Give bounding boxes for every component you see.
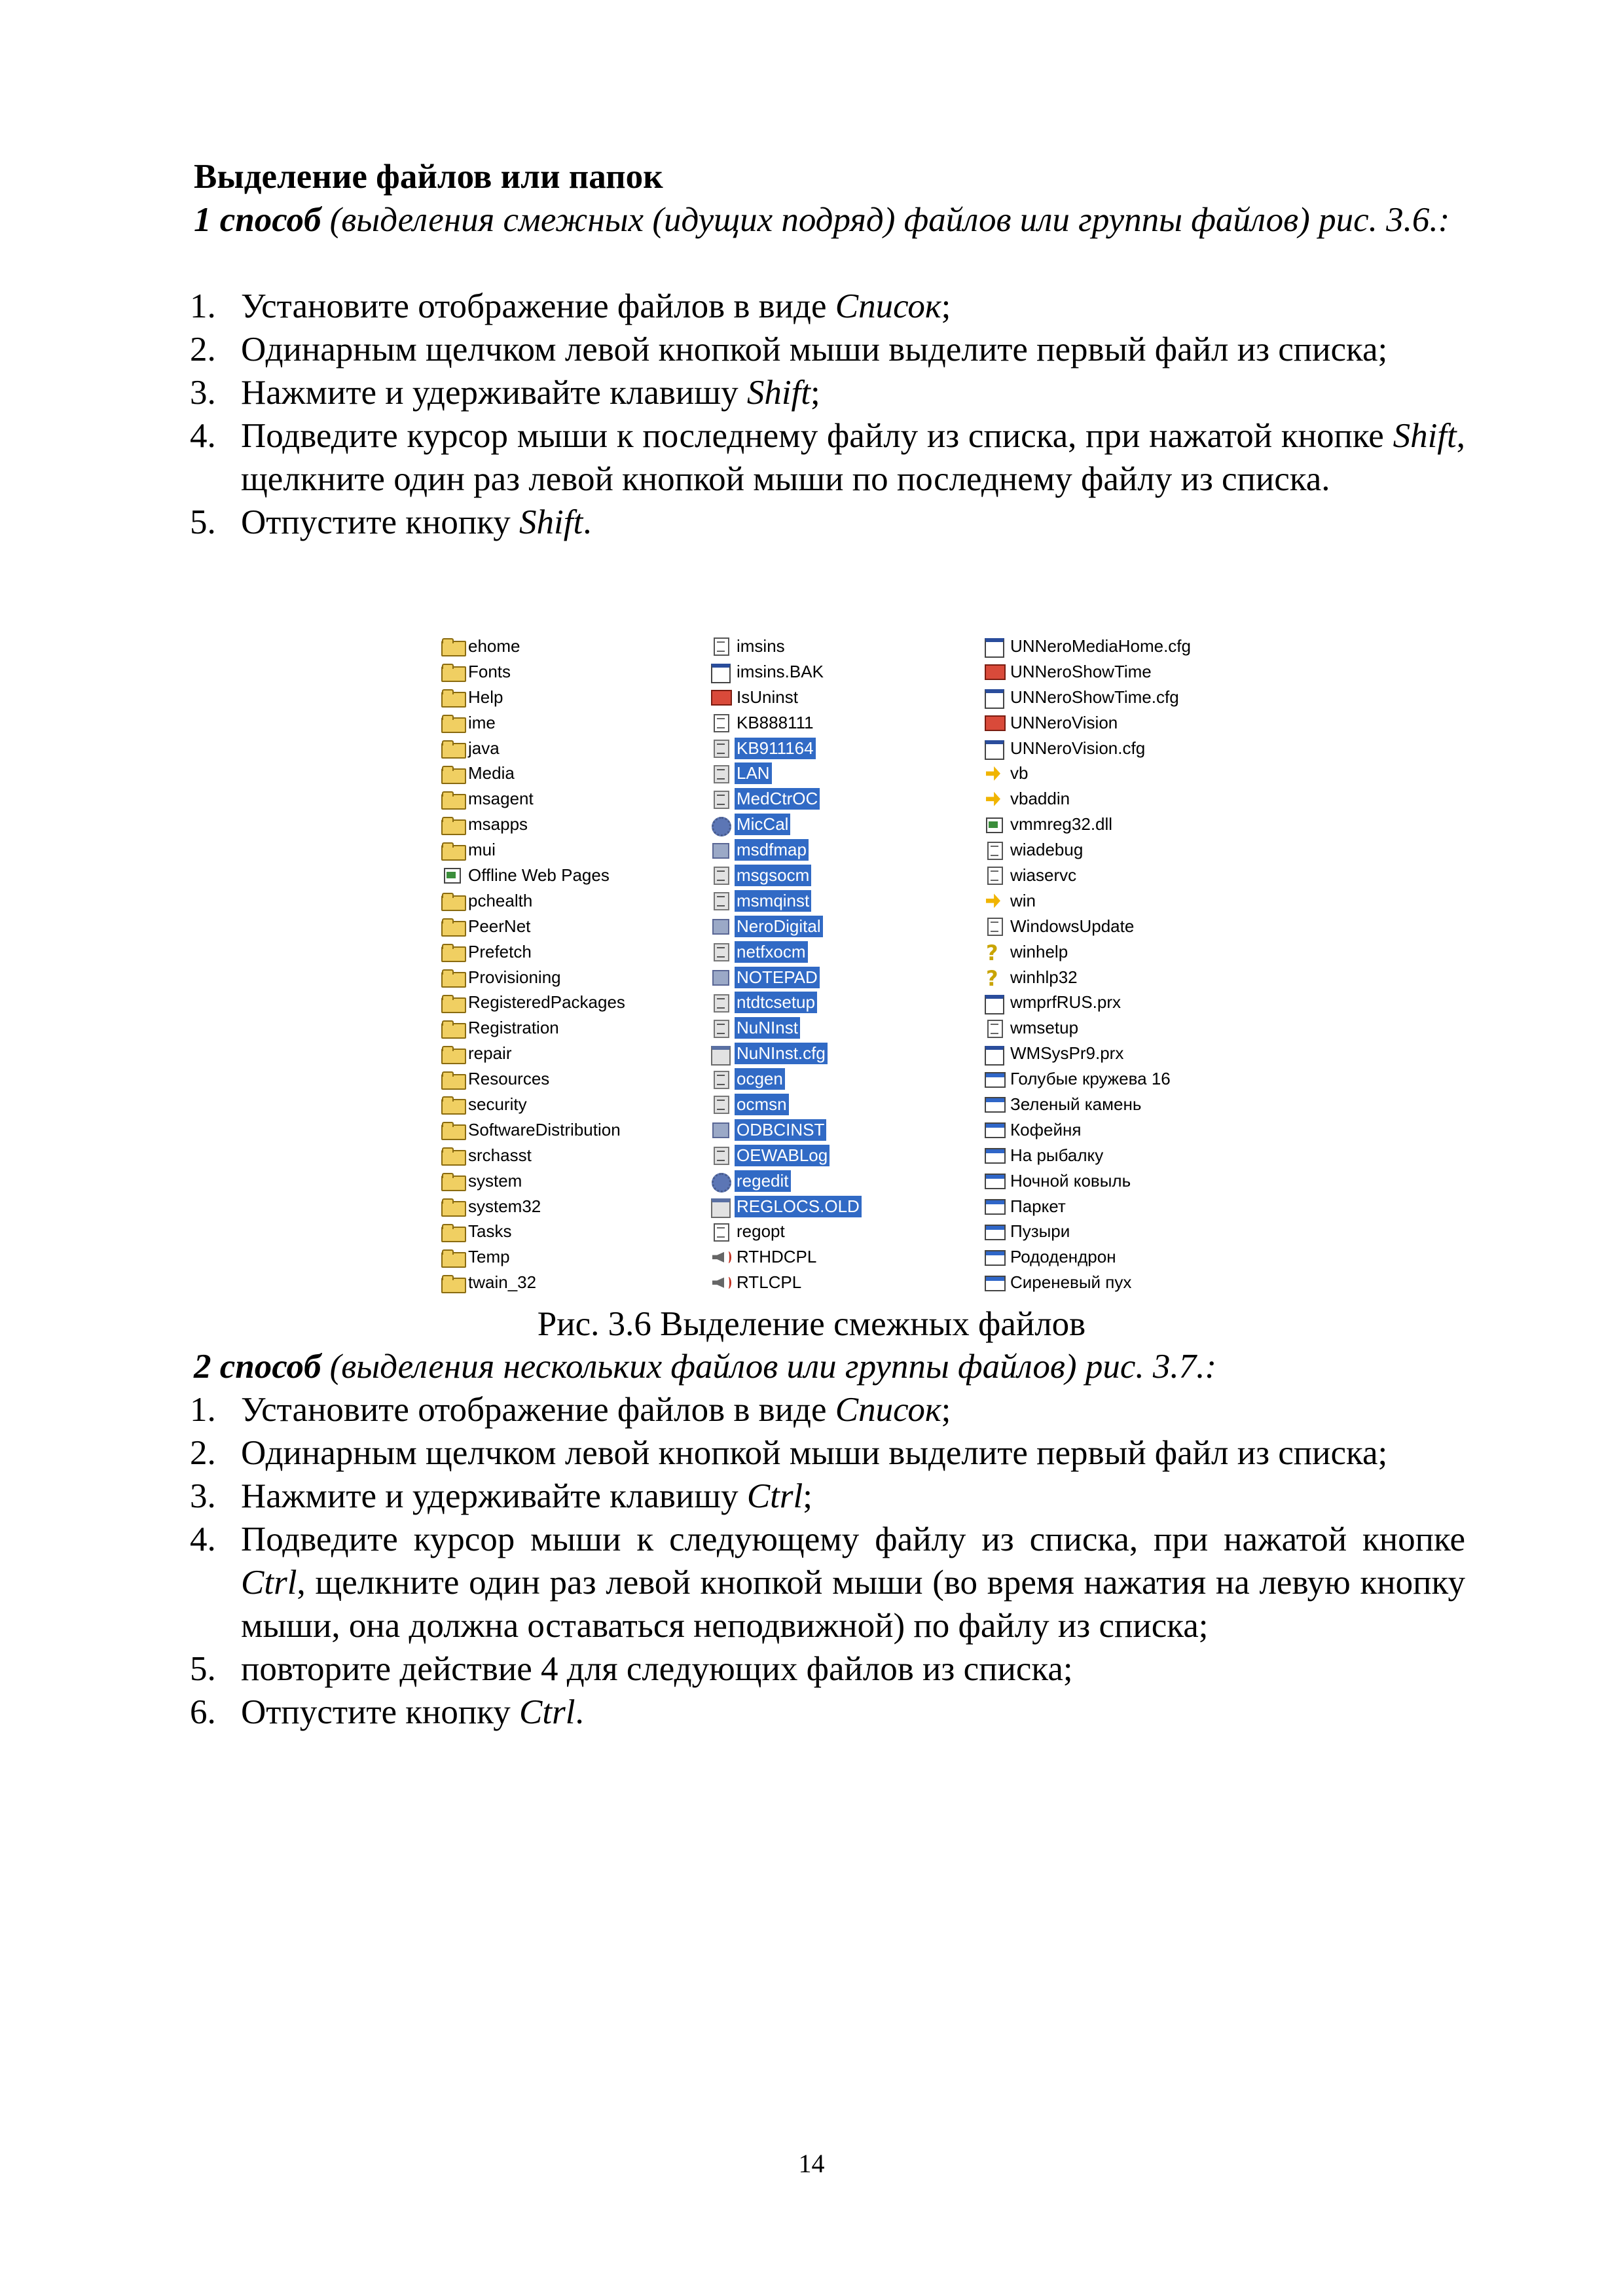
list-item-text: . [583,503,592,541]
section-heading: Выделение файлов или папок [194,158,663,196]
bitmap-icon [982,1223,1006,1240]
file-name: Ночной ковыль [1010,1170,1131,1191]
list-item [190,1431,1465,1475]
file-name: wiadebug [1010,840,1084,860]
file-name: LAN [735,762,772,784]
text-file-icon [982,867,1006,884]
file-name: MicCal [735,814,790,835]
file-name: Tasks [468,1221,512,1242]
file-item[interactable] [982,888,1218,914]
list-item [190,1518,1465,1647]
method2-title: 2 способ [194,1348,321,1386]
file-name: WindowsUpdate [1010,916,1135,936]
file-name: Temp [468,1247,510,1267]
file-column-1 [440,634,702,1295]
file-item[interactable] [440,786,702,812]
file-name: wiaservc [1010,865,1077,885]
file-list-screenshot [440,634,1213,1301]
file-item[interactable] [708,1092,970,1117]
shortcut-arrow-icon [982,892,1006,909]
file-name: UNNeroShowTime [1010,661,1152,681]
shortcut-arrow-icon [982,791,1006,808]
key-term: Список [835,287,941,325]
file-name: vbaddin [1010,789,1070,809]
text-file-icon [708,1223,732,1240]
file-name: ntdtcsetup [735,992,817,1013]
regedit-icon [708,1172,732,1189]
text-file-icon [708,1096,732,1113]
file-name: На рыбалку [1010,1145,1104,1165]
file-name: UNNeroVision [1010,712,1118,732]
file-item[interactable] [982,1194,1218,1219]
list-item-text: Установите отображение файлов в виде [241,287,835,325]
file-name: Resources [468,1069,550,1089]
web-folder-icon [440,867,464,884]
settings-file-icon [708,842,732,859]
text-file-icon [708,892,732,909]
file-item[interactable] [708,888,970,914]
bitmap-icon [982,1274,1006,1291]
file-item[interactable] [440,1041,702,1066]
file-name: wmprfRUS.prx [1010,992,1122,1013]
folder-icon [440,816,464,833]
file-name: repair [468,1043,512,1064]
tasks-folder-icon [440,1223,464,1240]
file-name: regopt [737,1221,785,1242]
window-file-icon [982,994,1006,1011]
file-item[interactable] [708,761,970,786]
folder-icon [440,791,464,808]
file-name: msapps [468,814,528,834]
file-item[interactable] [708,939,970,965]
file-name: win [1010,890,1036,910]
text-file-icon [708,1020,732,1037]
file-item[interactable] [982,812,1218,837]
file-item[interactable] [982,1244,1218,1270]
file-name: wmsetup [1010,1018,1079,1038]
file-name: ODBCINST [735,1119,826,1141]
file-item[interactable] [982,761,1218,786]
bitmap-icon [982,1147,1006,1164]
file-name: msagent [468,789,534,809]
list-item-text: Подведите курсор мыши к следующему файлу из списка, при нажатой кнопке [241,1520,1465,1558]
file-name: NOTEPAD [735,967,820,988]
folder-icon [440,994,464,1011]
file-item[interactable] [440,1066,702,1092]
folder-icon [440,1045,464,1062]
list-item [190,414,1465,501]
file-item[interactable] [982,634,1218,659]
file-name: msgsocm [735,865,811,886]
file-name: ime [468,712,496,732]
folder-icon [440,714,464,731]
settings-file-icon [708,969,732,986]
method2-intro [151,1345,1465,1388]
folder-icon [440,1121,464,1138]
file-item[interactable] [440,1117,702,1143]
file-name: MedCtrOC [735,788,820,810]
file-name: msdfmap [735,839,809,861]
folder-icon [440,637,464,655]
list-item-text: ; [811,374,820,412]
file-item[interactable] [982,1041,1218,1066]
window-file-icon [708,1198,732,1215]
uninstall-icon [982,714,1006,731]
file-name: IsUninst [737,687,798,707]
file-name: vb [1010,763,1029,783]
file-item[interactable] [982,914,1218,939]
file-name: imsins [737,636,785,656]
figure-caption: Рис. 3.6 Выделение смежных файлов [537,1305,1086,1343]
file-name: Кофейня [1010,1119,1082,1139]
file-name: Media [468,763,515,783]
file-item[interactable] [440,710,702,736]
window-file-icon [982,1045,1006,1062]
file-name: RegisteredPackages [468,992,625,1013]
window-file-icon [982,637,1006,655]
file-item[interactable] [708,1168,970,1194]
text-file-icon [708,943,732,960]
bitmap-icon [982,1096,1006,1113]
file-name: Help [468,687,503,707]
method1-title: 1 способ [194,201,321,239]
list-item-number: 6. [190,1693,216,1731]
list-item-text: Нажмите и удерживайте клавишу [241,374,747,412]
file-name: PeerNet [468,916,531,936]
help-icon [982,943,1006,960]
list-item [190,1475,1465,1518]
file-name: system32 [468,1196,541,1216]
file-item[interactable] [708,1244,970,1270]
list-item-number: 3. [190,374,216,412]
list-item [190,371,1465,414]
file-name: mui [468,840,496,860]
file-item[interactable] [708,685,970,710]
folder-icon [440,969,464,986]
bitmap-icon [982,1198,1006,1215]
folder-icon [440,1071,464,1088]
help-icon [982,969,1006,986]
file-name: ocmsn [735,1094,789,1115]
list-item [190,501,1465,544]
list-item-text: ; [803,1477,812,1515]
file-name: netfxocm [735,941,808,963]
folder-icon [440,1020,464,1037]
file-item[interactable] [440,837,702,863]
list-item [190,285,1465,328]
list-item-text: , щелкните один раз левой кнопкой мыши по последнему файлу из списка. [241,417,1465,498]
window-file-icon [708,1045,732,1062]
method1-intro [151,198,1465,242]
file-item[interactable] [982,685,1218,710]
list-item [190,328,1465,371]
file-name: Fonts [468,661,511,681]
file-item[interactable] [708,837,970,863]
file-item[interactable] [708,812,970,837]
list-item-text: , щелкните один раз левой кнопкой мыши (во время нажатия на левую кнопку мыши, она должна оставаться неподвижной) по файлу из списка; [241,1564,1465,1645]
text-file-icon [982,1020,1006,1037]
file-item[interactable] [440,685,702,710]
file-item[interactable] [708,736,970,761]
text-file-icon [708,994,732,1011]
speaker-icon [708,1249,732,1266]
file-item[interactable] [982,1117,1218,1143]
folder-icon [440,1147,464,1164]
dll-file-icon [982,816,1006,833]
bitmap-icon [982,1172,1006,1189]
file-item[interactable] [440,888,702,914]
key-term: Shift [1393,417,1457,455]
file-name: srchasst [468,1145,532,1165]
key-term: Ctrl [519,1693,575,1731]
file-name: NuNInst.cfg [735,1043,828,1064]
file-name: Offline Web Pages [468,865,610,885]
file-item[interactable] [708,914,970,939]
file-name: ehome [468,636,520,656]
text-file-icon [708,867,732,884]
file-name: SoftwareDistribution [468,1119,621,1139]
list-item-text: Установите отображение файлов в виде [241,1391,835,1429]
file-item[interactable] [440,1092,702,1117]
file-name: NuNInst [735,1017,800,1039]
text-file-icon [708,1147,732,1164]
file-name: imsins.BAK [737,661,824,681]
window-file-icon [982,740,1006,757]
text-file-icon [708,1071,732,1088]
file-item[interactable] [982,965,1218,990]
file-item[interactable] [708,965,970,990]
file-item[interactable] [708,634,970,659]
list-item-text: Подведите курсор мыши к последнему файлу из списка, при нажатой кнопке [241,417,1393,455]
file-item[interactable] [708,1117,970,1143]
uninstall-icon [708,689,732,706]
method2-desc: (выделения нескольких файлов или группы файлов) рис. 3.7.: [321,1348,1217,1386]
file-name: winhlp32 [1010,967,1078,987]
file-item[interactable] [982,863,1218,888]
text-file-icon [708,637,732,655]
file-name: Provisioning [468,967,561,987]
key-term: Shift [746,374,811,412]
file-item[interactable] [708,1270,970,1295]
bitmap-icon [982,1071,1006,1088]
file-column-3 [982,634,1218,1295]
file-item[interactable] [440,939,702,965]
file-item[interactable] [982,1015,1218,1041]
file-item[interactable] [708,990,970,1015]
file-item[interactable] [982,1092,1218,1117]
file-item[interactable] [982,736,1218,761]
key-term: Shift [519,503,583,541]
file-name: NeroDigital [735,916,823,937]
file-item[interactable] [440,659,702,685]
file-item[interactable] [440,863,702,888]
file-item[interactable] [440,634,702,659]
list-item-text: Нажмите и удерживайте клавишу [241,1477,747,1515]
page-number: 14 [798,2149,825,2178]
file-item[interactable] [708,1015,970,1041]
folder-icon [440,1249,464,1266]
file-name: UNNeroMediaHome.cfg [1010,636,1191,656]
file-item[interactable] [440,1244,702,1270]
gear-file-icon [708,816,732,833]
list-item-text: Одинарным щелчком левой кнопкой мыши выделите первый файл из списка; [241,331,1388,368]
folder-icon [440,1198,464,1215]
text-file-icon [982,842,1006,859]
list-item-number: 4. [190,1520,216,1558]
text-file-icon [982,918,1006,935]
folder-icon [440,689,464,706]
list-item-number: 5. [190,1650,216,1688]
file-item[interactable] [982,939,1218,965]
folder-icon [440,663,464,680]
file-item[interactable] [708,1194,970,1219]
list-item-number: 2. [190,331,216,368]
file-item[interactable] [708,1219,970,1244]
file-item[interactable] [982,659,1218,685]
list-item-text: повторите действие 4 для следующих файлов из списка; [241,1650,1073,1688]
folder-icon [440,740,464,757]
text-file-icon [708,765,732,782]
list-item [190,1691,1465,1734]
file-item[interactable] [708,1066,970,1092]
file-column-2 [708,634,970,1295]
folder-icon [440,765,464,782]
file-item[interactable] [982,1219,1218,1244]
file-item[interactable] [440,914,702,939]
bitmap-icon [982,1121,1006,1138]
file-name: REGLOCS.OLD [735,1196,862,1217]
file-item[interactable] [982,1270,1218,1295]
file-item[interactable] [708,659,970,685]
file-name: Голубые кружева 16 [1010,1069,1171,1089]
file-item[interactable] [708,863,970,888]
file-name: Сиреневый пух [1010,1272,1132,1293]
file-item[interactable] [440,761,702,786]
file-item[interactable] [982,990,1218,1015]
key-term: Ctrl [746,1477,803,1515]
file-item[interactable] [440,1194,702,1219]
file-item[interactable] [708,1041,970,1066]
list-item-text: ; [941,1391,951,1429]
file-name: OEWABLog [735,1145,830,1166]
list-item-text: ; [941,287,951,325]
file-name: RTHDCPL [737,1247,817,1267]
file-item[interactable] [440,1168,702,1194]
file-name: RTLCPL [737,1272,802,1293]
file-name: Паркет [1010,1196,1066,1216]
file-name: UNNeroShowTime.cfg [1010,687,1179,707]
file-name: KB911164 [735,738,816,759]
steps-list-2 [190,1388,1465,1734]
file-item[interactable] [982,837,1218,863]
file-item[interactable] [440,736,702,761]
list-item-number: 2. [190,1434,216,1472]
file-item[interactable] [708,786,970,812]
file-item[interactable] [440,990,702,1015]
file-name: java [468,738,500,758]
file-item[interactable] [440,1219,702,1244]
key-term: Ctrl [241,1564,297,1602]
folder-icon [440,1274,464,1291]
file-name: Рододендрон [1010,1247,1116,1267]
file-name: pchealth [468,890,533,910]
uninstall-icon [982,663,1006,680]
file-item[interactable] [440,1270,702,1295]
file-item[interactable] [708,1143,970,1168]
file-item[interactable] [440,965,702,990]
list-item [190,1647,1465,1691]
file-name: regedit [735,1170,791,1192]
file-name: twain_32 [468,1272,537,1293]
file-item[interactable] [982,786,1218,812]
list-item-number: 5. [190,503,216,541]
method1-desc: (выделения смежных (идущих подряд) файлов или группы файлов) рис. 3.6.: [321,201,1450,239]
speaker-icon [708,1274,732,1291]
file-item[interactable] [982,1143,1218,1168]
file-name: WMSysPr9.prx [1010,1043,1124,1064]
file-name: ocgen [735,1068,785,1090]
list-item-text: Отпустите кнопку [241,1693,520,1731]
file-name: Пузыри [1010,1221,1070,1242]
text-file-icon [708,740,732,757]
list-item-text: Одинарным щелчком левой кнопкой мыши выделите первый файл из списка; [241,1434,1388,1472]
list-item-text: Отпустите кнопку [241,503,520,541]
list-item-number: 4. [190,417,216,455]
file-name: Зеленый камень [1010,1094,1142,1114]
shortcut-arrow-icon [982,765,1006,782]
settings-file-icon [708,918,732,935]
file-name: security [468,1094,527,1114]
bitmap-icon [982,1249,1006,1266]
list-item-text: . [575,1693,584,1731]
key-term: Список [835,1391,941,1429]
settings-file-icon [708,1121,732,1138]
folder-icon [440,1172,464,1189]
file-item[interactable] [982,710,1218,736]
file-name: UNNeroVision.cfg [1010,738,1146,758]
list-item [190,1388,1465,1431]
file-name: winhelp [1010,941,1068,961]
steps-list-1 [190,285,1465,544]
file-item[interactable] [982,1066,1218,1092]
list-item-number: 1. [190,287,216,325]
file-name: Prefetch [468,941,532,961]
file-name: KB888111 [737,712,814,732]
text-file-icon [708,714,732,731]
file-item[interactable] [440,1015,702,1041]
file-item[interactable] [440,812,702,837]
file-item[interactable] [440,1143,702,1168]
file-name: Registration [468,1018,559,1038]
folder-icon [440,892,464,909]
folder-icon [440,918,464,935]
window-file-icon [708,663,732,680]
list-item-number: 1. [190,1391,216,1429]
folder-icon [440,943,464,960]
window-file-icon [982,689,1006,706]
file-name: system [468,1170,522,1191]
folder-icon [440,1096,464,1113]
file-name: vmmreg32.dll [1010,814,1113,834]
file-item[interactable] [708,710,970,736]
folder-icon [440,842,464,859]
text-file-icon [708,791,732,808]
list-item-number: 3. [190,1477,216,1515]
file-item[interactable] [982,1168,1218,1194]
file-name: msmqinst [735,890,811,912]
